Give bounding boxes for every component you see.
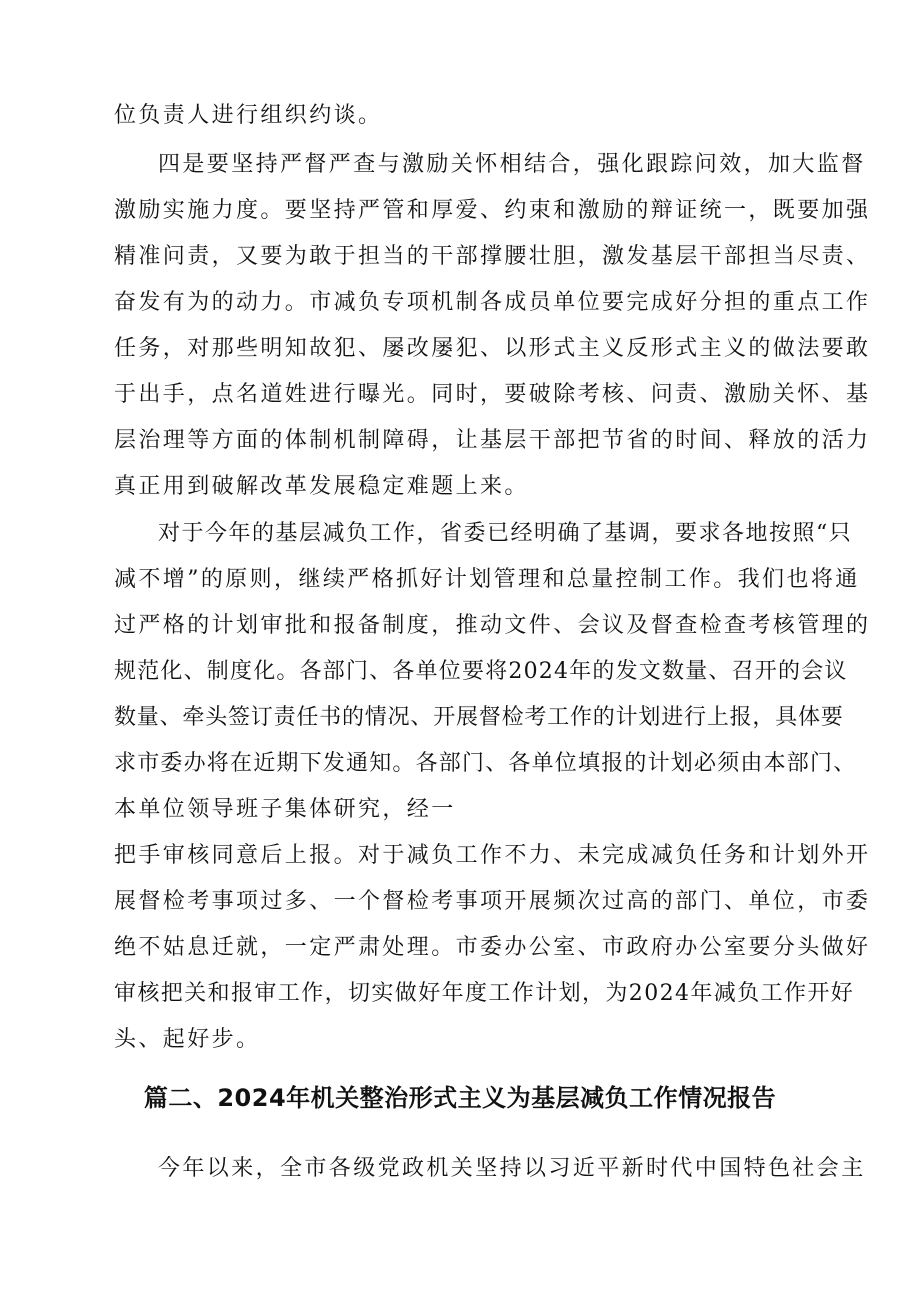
text-line: 激励实施力度。要坚持严管和厚爱、约束和激励的辩证统一，既要加强 <box>114 198 871 223</box>
text-line: 奋发有为的动力。市减负专项机制各成员单位要完成好分担的重点工作 <box>114 290 871 315</box>
text-line: 展督检考事项过多、一个督检考事项开展频次过高的部门、单位，市委 <box>114 889 871 914</box>
text-line: 今年以来，全市各级党政机关坚持以习近平新时代中国特色社会主 <box>158 1156 866 1181</box>
text-line: 精准问责，又要为敢于担当的干部撑腰壮胆，激发基层干部担当尽责、 <box>114 244 871 269</box>
text-line: 本单位领导班子集体研究，经一 <box>114 797 456 822</box>
text-line: 绝不姑息迁就，一定严肃处理。市委办公室、市政府办公室要分头做好 <box>114 935 871 960</box>
text-line: 四是要坚持严督严查与激励关怀相结合，强化跟踪问效，加大监督 <box>158 152 866 177</box>
text-line: 任务，对那些明知故犯、屡改屡犯、以形式主义反形式主义的做法要敢 <box>114 336 871 361</box>
text-line: 位负责人进行组织约谈。 <box>114 103 383 128</box>
text-line: 规范化、制度化。各部门、各单位要将2024年的发文数量、召开的会议 <box>114 659 848 684</box>
text-line: 真正用到破解改革发展稳定难题上来。 <box>114 474 529 499</box>
text-line: 层治理等方面的体制机制障碍，让基层干部把节省的时间、释放的活力 <box>114 428 871 453</box>
text-line: 于出手，点名道姓进行曝光。同时，要破除考核、问责、激励关怀、基 <box>114 382 871 407</box>
text-line: 对于今年的基层减负工作，省委已经明确了基调，要求各地按照“只 <box>158 521 853 546</box>
text-line: 求市委办将在近期下发通知。各部门、各单位填报的计划必须由本部门、 <box>114 751 857 776</box>
text-line: 头、起好步。 <box>114 1027 261 1052</box>
text-line: 过严格的计划审批和报备制度，推动文件、会议及督查检查考核管理的 <box>114 613 871 638</box>
section-heading: 篇二、2024年机关整治形式主义为基层减负工作情况报告 <box>143 1084 777 1112</box>
text-line: 减不增”的原则，继续严格抓好计划管理和总量控制工作。我们也将通 <box>114 567 860 592</box>
text-line: 审核把关和报审工作，切实做好年度工作计划，为2024年减负工作开好 <box>114 981 855 1006</box>
text-line: 把手审核同意后上报。对于减负工作不力、未完成减负任务和计划外开 <box>114 843 871 868</box>
text-line: 数量、牵头签订责任书的情况、开展督检考工作的计划进行上报，具体要 <box>114 705 844 730</box>
